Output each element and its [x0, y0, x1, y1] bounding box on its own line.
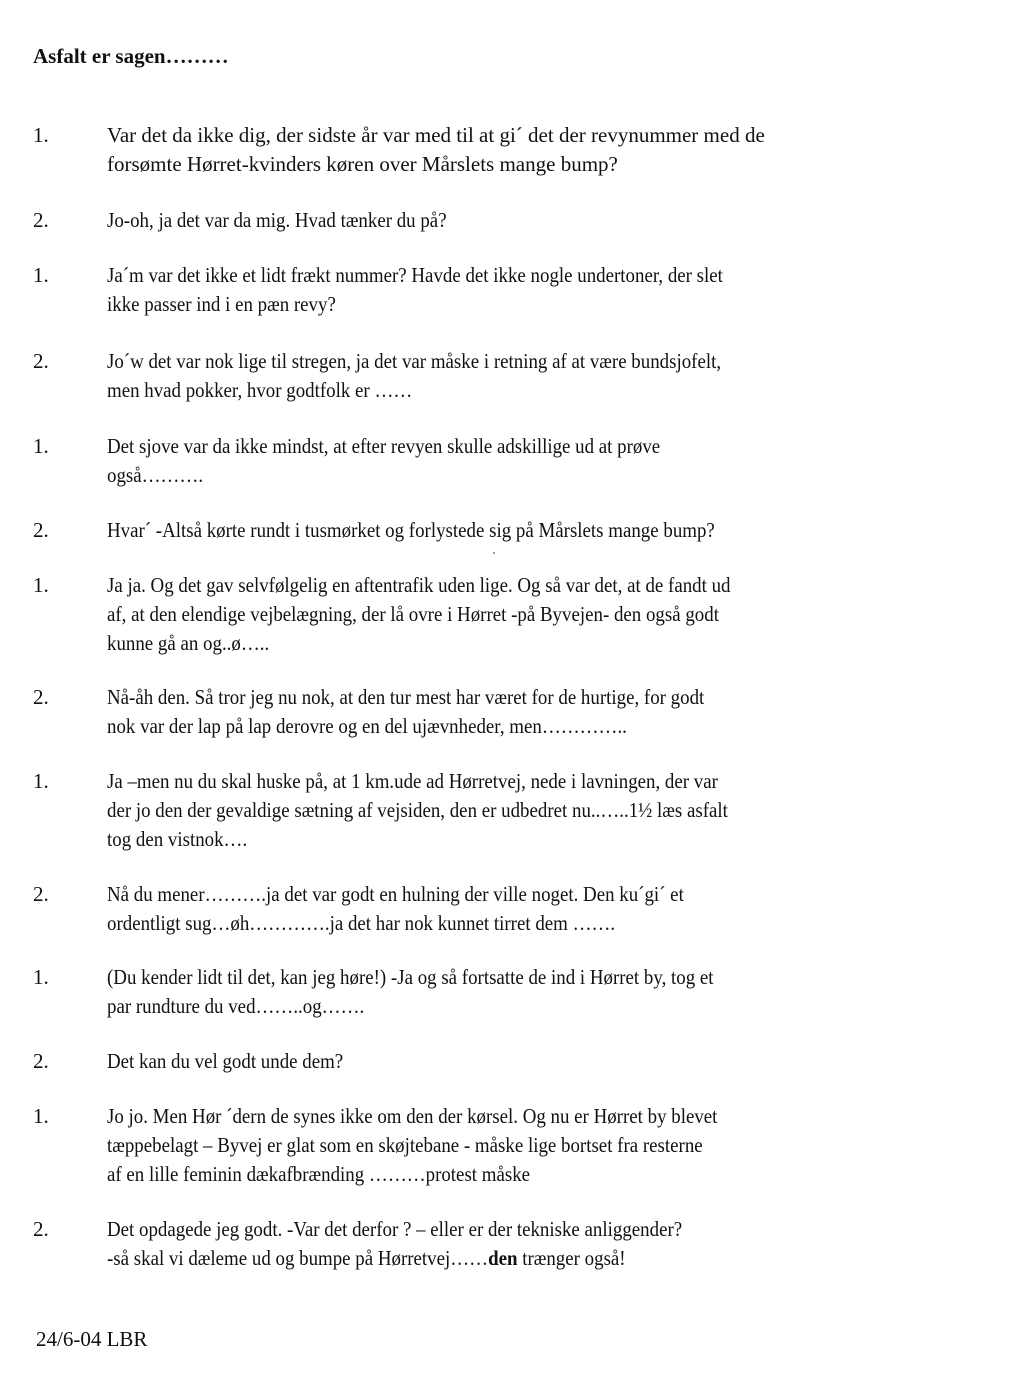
dialogue-text — [107, 347, 1007, 405]
speaker-number: 1. — [33, 1104, 49, 1128]
text-line: af en lille feminin dækafbrænding ………protest måske — [107, 1162, 531, 1186]
text-line: forsømte Hørret-kvinders køren over Mårslets mange bump? — [107, 152, 618, 176]
text-line: Jo jo. Men Hør ´dern de synes ikke om den der kørsel. Og nu er Hørret by blevet — [107, 1104, 718, 1128]
text-line: par rundture du ved……..og……. — [107, 994, 365, 1018]
emphasis-text: den — [488, 1246, 518, 1270]
text-line: af, at den elendige vejbelægning, der lå ovre i Hørret -på Byvejen- den også godt — [107, 602, 719, 626]
scan-speck — [493, 552, 495, 554]
text-line: ikke passer ind i en pæn revy? — [107, 292, 336, 316]
speaker-number: 1. — [33, 573, 49, 597]
speaker-number: 1. — [33, 123, 49, 147]
text-line: Det opdagede jeg godt. -Var det derfor ? – eller er der tekniske anliggender? — [107, 1217, 683, 1241]
speaker-number: 2. — [33, 208, 49, 232]
dialogue-text — [107, 767, 1007, 854]
text-line: Var det da ikke dig, der sidste år var med til at gi´ det der revynummer med de — [107, 123, 765, 147]
text-line: men hvad pokker, hvor godtfolk er …… — [107, 378, 413, 402]
dialogue-text — [107, 1215, 1007, 1273]
text-line: Nå-åh den. Så tror jeg nu nok, at den tur mest har været for de hurtige, for godt — [107, 685, 705, 709]
dialogue-text — [107, 963, 1007, 1021]
dialogue-text — [107, 880, 1007, 938]
speaker-number: 1. — [33, 965, 49, 989]
dialogue-text — [107, 206, 1007, 235]
text-line: kunne gå an og..ø….. — [107, 631, 270, 655]
text-line: nok var der lap på lap derovre og en del ujævnheder, men………….. — [107, 714, 627, 738]
speaker-number: 2. — [33, 349, 49, 373]
text-line: Hvar´ -Altså kørte rundt i tusmørket og forlystede sig på Mårslets mange bump? — [107, 518, 715, 542]
text-line: Ja –men nu du skal huske på, at 1 km.ude ad Hørretvej, nede i lavningen, der var — [107, 769, 718, 793]
speaker-number: 2. — [33, 685, 49, 709]
dialogue-text — [107, 1047, 1007, 1076]
speaker-number: 1. — [33, 434, 49, 458]
speaker-number: 2. — [33, 1217, 49, 1241]
text-segment: -så skal vi dæleme ud og bumpe på Hørretvej…… — [107, 1246, 489, 1270]
text-line: Ja´m var det ikke et lidt frækt nummer? Havde det ikke nogle undertoner, der slet — [107, 263, 723, 287]
speaker-number: 1. — [33, 263, 49, 287]
dialogue-text — [107, 683, 1007, 741]
dialogue-text — [107, 571, 1007, 658]
speaker-number: 1. — [33, 769, 49, 793]
dialogue-text — [107, 516, 1007, 545]
text-line: ordentligt sug…øh………….ja det har nok kunnet tirret dem ……. — [107, 911, 616, 935]
dialogue-text — [107, 121, 1007, 179]
text-line: tog den vistnok…. — [107, 827, 248, 851]
text-line — [107, 1244, 917, 1273]
text-line: der jo den der gevaldige sætning af vejsiden, den er udbedret nu..…..1½ læs asfalt — [107, 798, 728, 822]
text-line: Nå du mener……….ja det var godt en hulning der ville noget. Den ku´gi´ et — [107, 882, 684, 906]
text-segment: trænger også! — [517, 1246, 626, 1270]
dialogue-text — [107, 261, 1007, 319]
speaker-number: 2. — [33, 518, 49, 542]
text-line: tæppebelagt – Byvej er glat som en skøjtebane - måske lige bortset fra resterne — [107, 1133, 703, 1157]
text-line: (Du kender lidt til det, kan jeg høre!) -Ja og så fortsatte de ind i Hørret by, tog et — [107, 965, 714, 989]
text-line: også………. — [107, 463, 204, 487]
text-line: Ja ja. Og det gav selvfølgelig en aftentrafik uden lige. Og så var det, at de fandt ud — [107, 573, 731, 597]
text-line: Jo´w det var nok lige til stregen, ja det var måske i retning af at være bundsjofelt, — [107, 349, 722, 373]
dialogue-text — [107, 1102, 1007, 1189]
document-title: Asfalt er sagen……… — [33, 44, 229, 68]
text-line: Det kan du vel godt unde dem? — [107, 1049, 344, 1073]
text-line: Jo-oh, ja det var da mig. Hvad tænker du på? — [107, 208, 447, 232]
speaker-number: 2. — [33, 882, 49, 906]
text-line: Det sjove var da ikke mindst, at efter revyen skulle adskillige ud at prøve — [107, 434, 661, 458]
dialogue-text — [107, 432, 1007, 490]
speaker-number: 2. — [33, 1049, 49, 1073]
document-footer-date-signature: 24/6-04 LBR — [36, 1327, 148, 1351]
